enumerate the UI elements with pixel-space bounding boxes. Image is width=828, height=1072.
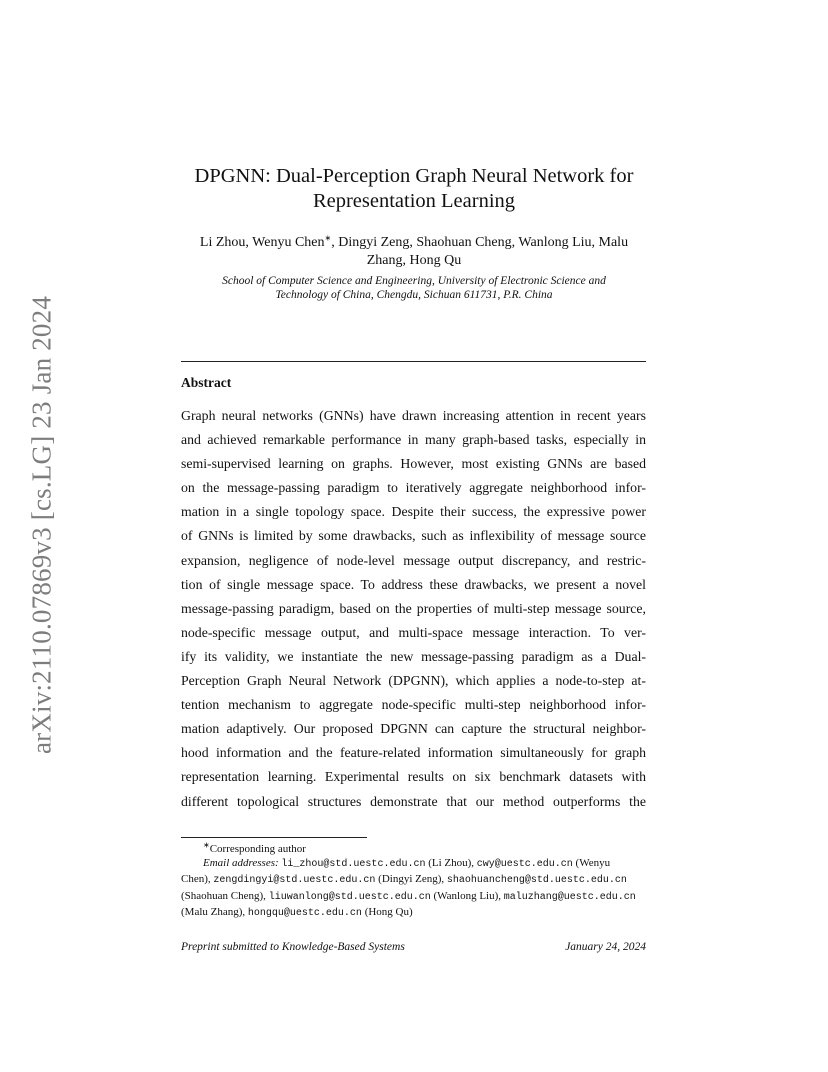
abstract-line: Perception Graph Neural Network (DPGNN), which applies a node-to-step at- <box>181 673 646 689</box>
authors-line-2: Zhang, Hong Qu <box>366 253 462 268</box>
abstract-body <box>181 404 646 814</box>
corresponding-label: Corresponding author <box>209 843 306 855</box>
email-link[interactable]: liuwanlong@std.uestc.edu.cn <box>268 891 431 903</box>
author-list <box>176 234 652 270</box>
email-link[interactable]: hongqu@uestc.edu.cn <box>247 907 362 919</box>
abstract-line: tion of single message space. To address these drawbacks, we present a novel <box>181 576 646 592</box>
abstract-heading: Abstract <box>181 375 232 390</box>
footnote-email-line-3 <box>181 889 646 905</box>
abstract-line: different topological structures demonstrate that our method outperforms the <box>181 793 646 809</box>
email-link[interactable]: zengdingyi@std.uestc.edu.cn <box>213 875 376 887</box>
abstract-line: of GNNs is limited by some drawbacks, such as inflexibility of message source <box>181 528 646 544</box>
email-owner: (Hong Qu) <box>361 905 413 918</box>
footnote-corresponding <box>181 842 646 856</box>
email-link[interactable]: shaohuancheng@std.uestc.edu.cn <box>446 875 627 887</box>
affiliation-line-2: Technology of China, Chengdu, Sichuan 611731, P.R. China <box>275 289 553 301</box>
email-owner: (Dingyi Zeng), <box>375 873 447 886</box>
email-link[interactable]: cwy@uestc.edu.cn <box>476 859 573 871</box>
footnote-email-line-4 <box>181 905 646 921</box>
abstract-line: representation learning. Experimental results on six benchmark datasets with <box>181 769 646 785</box>
email-label: Email addresses: <box>203 857 279 870</box>
email-owner: (Malu Zhang), <box>181 905 248 918</box>
footnote-rule <box>181 837 367 838</box>
affiliation <box>186 274 642 302</box>
email-owner: (Wanlong Liu), <box>430 889 504 902</box>
email-owner: Chen), <box>181 873 214 886</box>
title-line-1: DPGNN: Dual-Perception Graph Neural Network for <box>194 165 634 187</box>
arxiv-identifier: arXiv:2110.07869v3 [cs.LG] 23 Jan 2024 <box>26 295 57 755</box>
abstract-line: semi-supervised learning on graphs. However, most existing GNNs are based <box>181 456 646 472</box>
preprint-note: Preprint submitted to Knowledge-Based Systems <box>181 941 405 953</box>
abstract-line: expansion, negligence of node-level message output discrepancy, and restric- <box>181 552 646 568</box>
footnote-mark: ∗ <box>203 840 210 850</box>
authors-line-1 <box>176 234 652 252</box>
abstract-line: message-passing paradigm, based on the properties of multi-step message source, <box>181 600 646 616</box>
email-link[interactable]: maluzhang@uestc.edu.cn <box>503 891 636 903</box>
authors-line-1-b: , Dingyi Zeng, Shaohuan Cheng, Wanlong Liu, Malu <box>331 235 629 250</box>
corresponding-mark: ∗ <box>324 233 332 243</box>
abstract-line: mation in a single topology space. Despite their success, the expressive power <box>181 504 646 520</box>
abstract-line: tention mechanism to aggregate node-specific multi-step neighborhood infor- <box>181 697 646 713</box>
abstract-line: Graph neural networks (GNNs) have drawn increasing attention in recent years <box>181 408 646 423</box>
abstract-line: hood information and the feature-related information simultaneously for graph <box>181 745 646 761</box>
abstract-line: on the message-passing paradigm to iteratively aggregate neighborhood infor- <box>181 480 646 496</box>
abstract-line: and achieved remarkable performance in many graph-based tasks, especially in <box>181 432 646 448</box>
footnote-email-line-2 <box>181 872 646 888</box>
title-line-2: Representation Learning <box>312 190 516 212</box>
affiliation-line-1: School of Computer Science and Engineering, University of Electronic Science and <box>222 275 606 287</box>
preprint-date: January 24, 2024 <box>565 941 646 953</box>
email-link[interactable]: li_zhou@std.uestc.edu.cn <box>281 859 426 871</box>
abstract-top-rule <box>181 361 646 362</box>
abstract-line: node-specific message output, and multi-space message interaction. To ver- <box>181 624 646 640</box>
abstract-line: ify its validity, we instantiate the new message-passing paradigm as a Dual- <box>181 648 646 664</box>
footnote-email-line-1 <box>181 856 646 872</box>
abstract-line: mation adaptively. Our proposed DPGNN can capture the structural neighbor- <box>181 721 646 737</box>
email-owner: (Shaohuan Cheng), <box>181 889 269 902</box>
paper-title <box>150 164 678 214</box>
footnote <box>181 842 646 921</box>
email-owner: (Wenyu <box>572 857 611 870</box>
authors-line-1-a: Li Zhou, Wenyu Chen <box>199 235 325 250</box>
email-owner: (Li Zhou), <box>425 857 477 870</box>
